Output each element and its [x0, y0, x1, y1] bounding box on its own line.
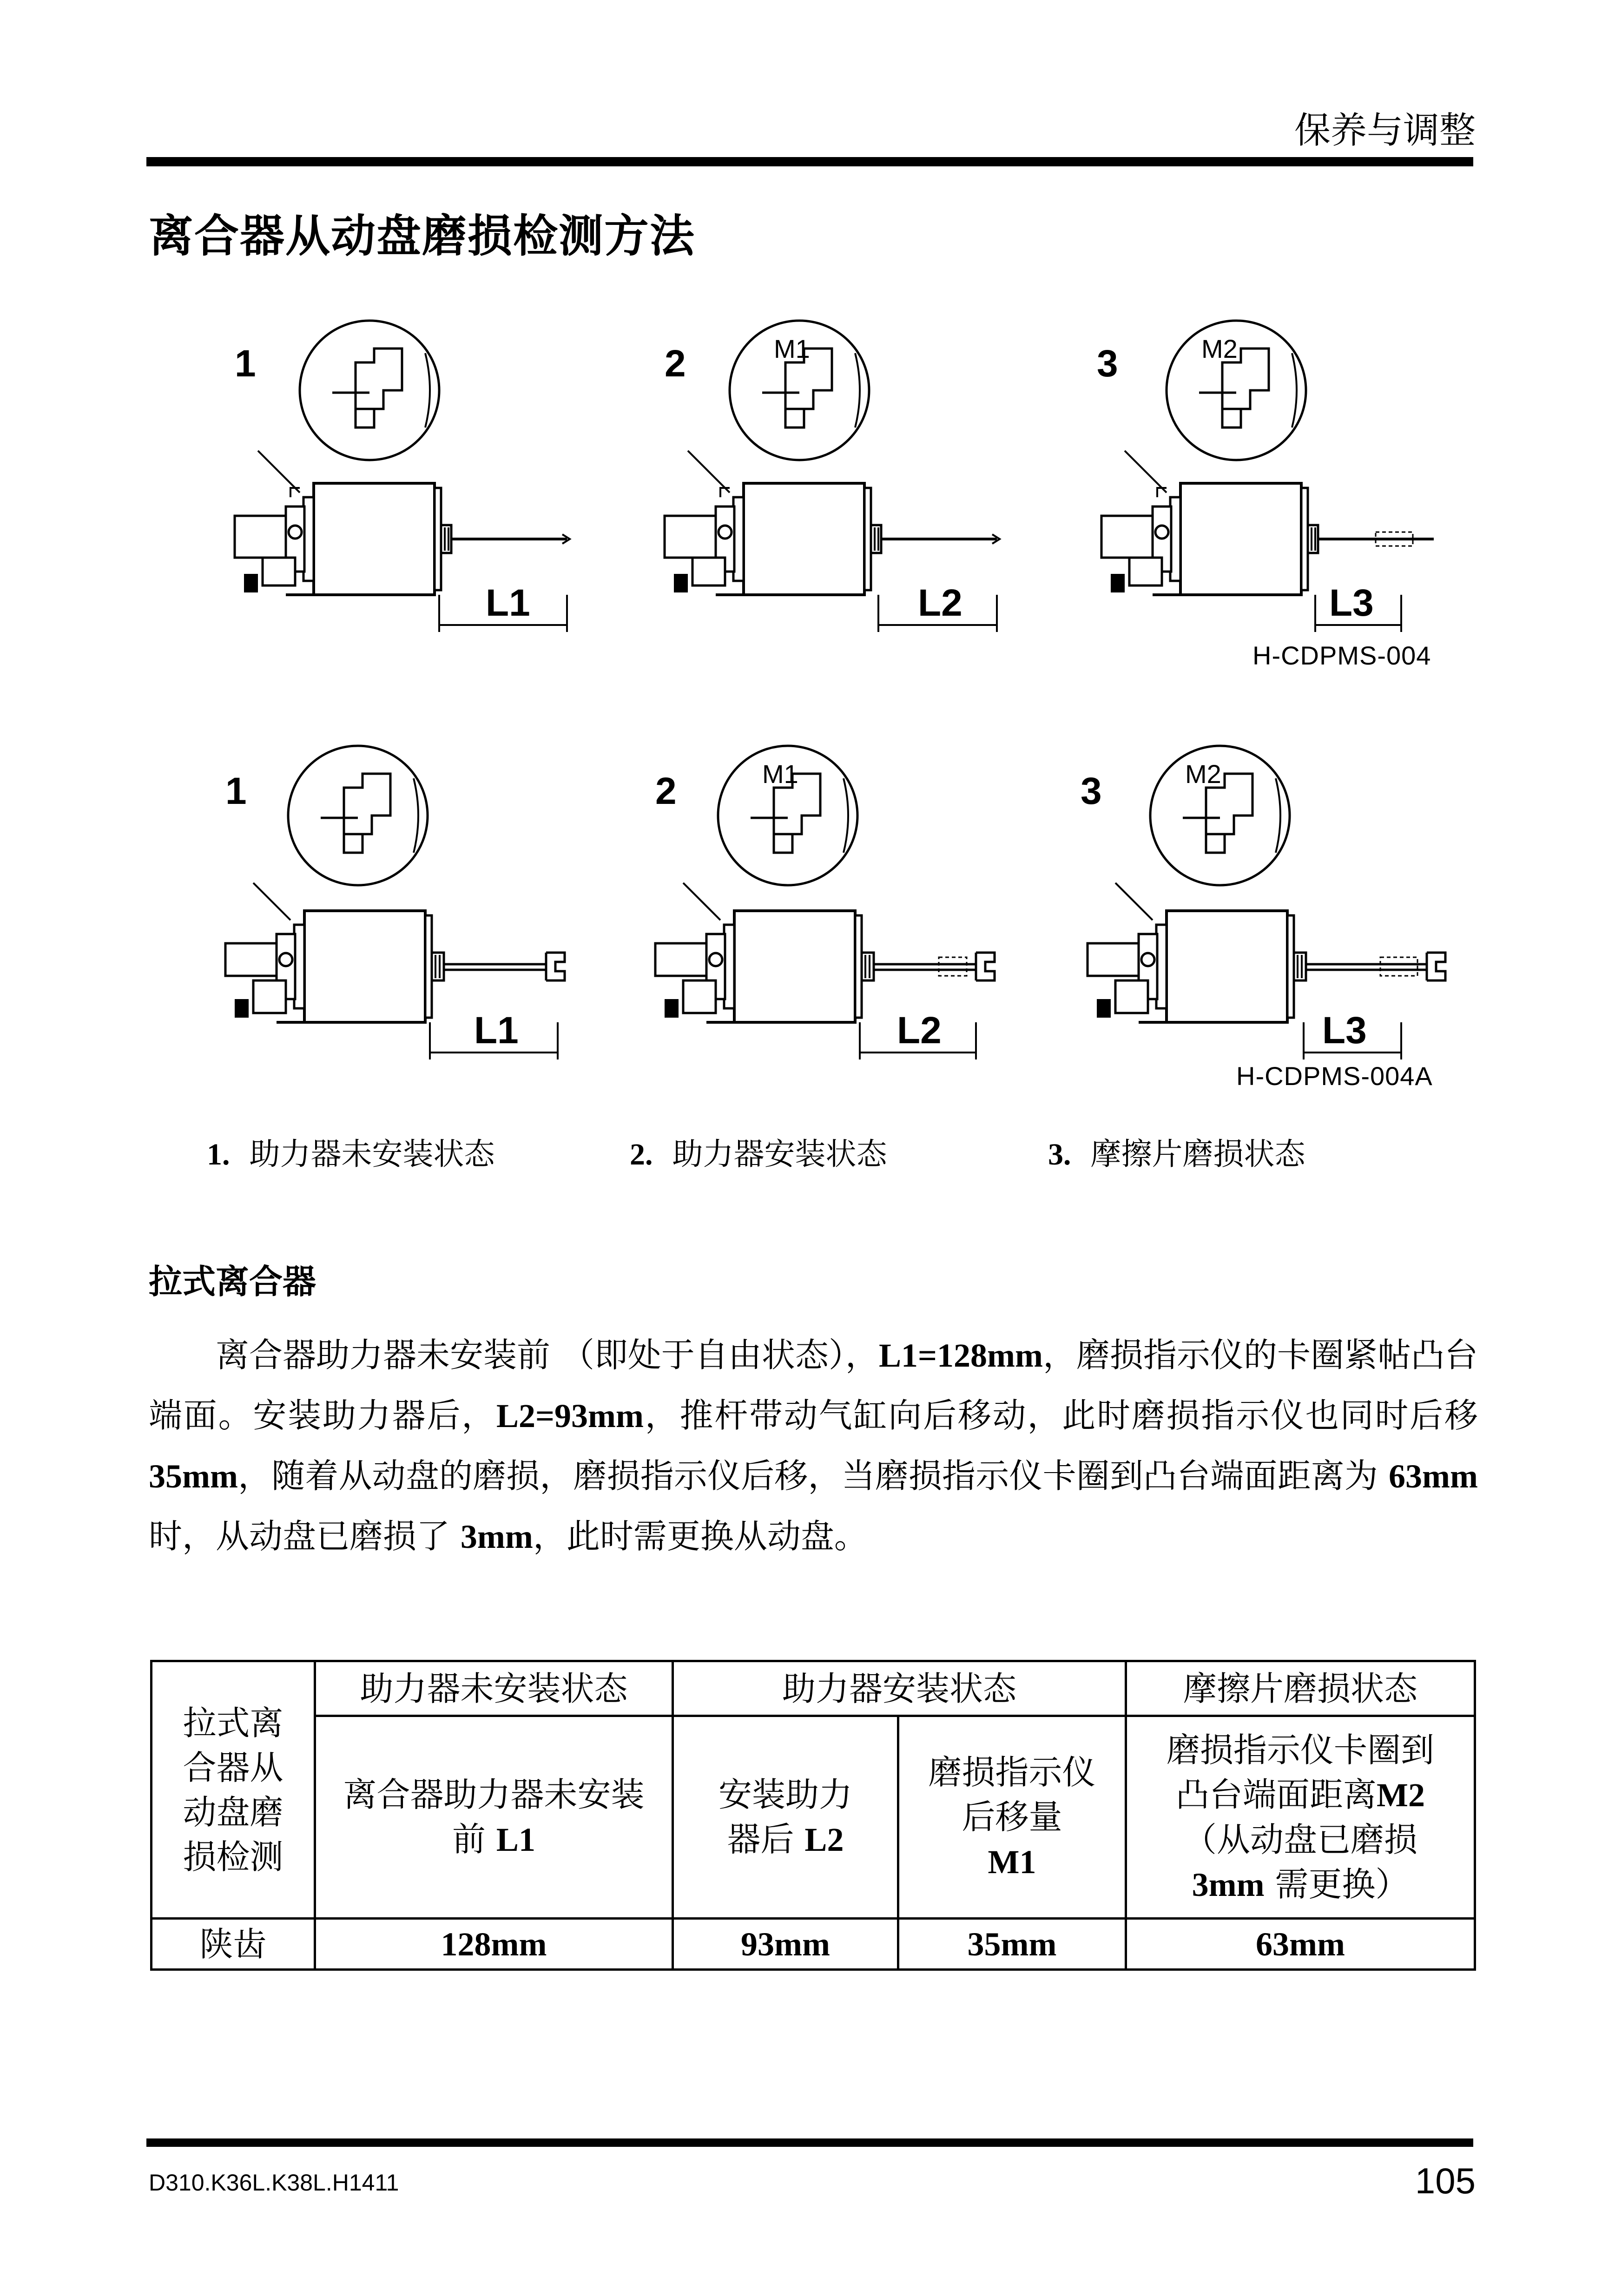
caption-1: 1. 助力器未安装状态	[207, 1136, 495, 1172]
wear-detection-table	[150, 1660, 1476, 1971]
table-cell: 128mm	[315, 1919, 673, 1970]
diagram-top	[146, 279, 1476, 688]
zoom-top-M1: M1	[774, 334, 810, 363]
table-cell: 63mm	[1126, 1919, 1475, 1970]
table-sub-L1: 离合器助力器未安装前 L1	[315, 1716, 673, 1919]
table-sub-M2: 磨损指示仪卡圈到凸台端面距离M2 （从动盘已磨损 3mm 需更换）	[1126, 1716, 1475, 1919]
fig-bottom-label-1: 1	[225, 770, 247, 812]
table-sub-M1: 磨损指示仪后移量 M1	[898, 1716, 1126, 1919]
measure-top-L1: L1	[486, 582, 530, 624]
table-group-1: 助力器未安装状态	[315, 1661, 673, 1716]
doc-code: D310.K36L.K38L.H1411	[149, 2170, 399, 2196]
fig-top-label-3: 3	[1097, 342, 1118, 385]
measure-bottom-L2: L2	[897, 1009, 942, 1052]
fig-bottom-label-3: 3	[1081, 770, 1102, 812]
page-number: 105	[1415, 2160, 1476, 2201]
zoom-bottom-M1: M1	[762, 759, 798, 789]
zoom-top-M2: M2	[1201, 334, 1238, 363]
zoom-bottom-M2: M2	[1185, 759, 1221, 789]
table-group-2: 助力器安装状态	[673, 1661, 1126, 1716]
page-title: 离合器从动盘磨损检测方法	[149, 210, 695, 262]
running-header: 保养与调整	[1294, 110, 1476, 151]
header-rule	[146, 157, 1473, 166]
caption-3: 3. 摩擦片磨损状态	[1048, 1136, 1305, 1172]
table-cell: 93mm	[673, 1919, 898, 1970]
measure-top-L3: L3	[1329, 582, 1374, 624]
fig-top-label-2: 2	[665, 342, 686, 385]
table-row-label: 陕齿	[152, 1919, 315, 1970]
figure-code-bottom: H-CDPMS-004A	[1236, 1061, 1433, 1091]
measure-bottom-L3: L3	[1322, 1009, 1367, 1052]
body-paragraph: 离合器助力器未安装前 （即处于自由状态），L1=128mm，磨损指示仪的卡圈紧帖凸台端面。安装助力器后，L2=93mm，推杆带动气缸向后移动，此时磨损指示仪也同时后移 35mm，随着从动盘的磨损，磨损指示仪后移，当磨损指示仪卡圈到凸台端面距离为 63mm 时，从动盘已磨损了 3mm，此时需更换从动盘。	[149, 1335, 1478, 1556]
table-cell: 35mm	[898, 1919, 1126, 1970]
section-title: 拉式离合器	[149, 1262, 316, 1301]
table-row-header: 拉式离合器从动盘磨损检测	[152, 1661, 315, 1919]
fig-top-label-1: 1	[235, 342, 256, 385]
measure-bottom-L1: L1	[474, 1009, 519, 1052]
diagram-bottom	[146, 711, 1476, 1097]
caption-2: 2. 助力器安装状态	[630, 1136, 887, 1172]
table-sub-L2: 安装助力器后 L2	[673, 1716, 898, 1919]
table-group-3: 摩擦片磨损状态	[1126, 1661, 1475, 1716]
footer-rule	[146, 2138, 1473, 2147]
measure-top-L2: L2	[918, 582, 962, 624]
fig-bottom-label-2: 2	[655, 770, 677, 812]
figure-code-top: H-CDPMS-004	[1252, 641, 1431, 670]
